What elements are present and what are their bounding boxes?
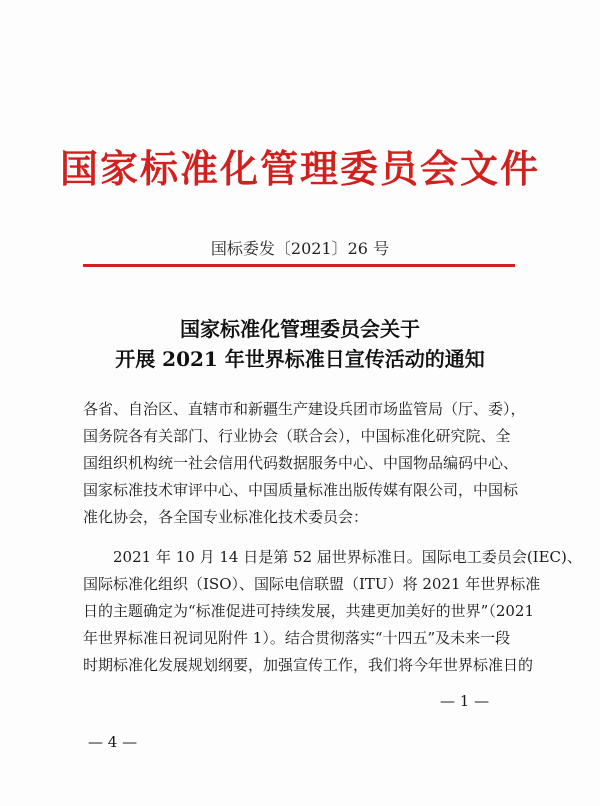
addressee-line: 各省、自治区、直辖市和新疆生产建设兵团市场监管局（厅、委）， bbox=[83, 400, 526, 418]
notice-title-line-1: 国家标准化管理委员会关于 bbox=[180, 317, 420, 341]
notice-title bbox=[0, 314, 600, 374]
document-header-title: 国家标准化管理委员会文件 bbox=[59, 146, 540, 191]
addressee-line: 国家标准技术审评中心、中国质量标准出版传媒有限公司，中国标 bbox=[83, 481, 519, 499]
notice-title-line-2: 开展 2021 年世界标准日宣传活动的通知 bbox=[115, 347, 485, 371]
paragraph-1 bbox=[83, 544, 582, 679]
paragraph-line: 时期标准化发展规划纲要，加强宣传工作，我们将今年世界标准日的 bbox=[83, 656, 534, 674]
inner-page-number: — 1 — bbox=[440, 692, 490, 710]
header-red-rule bbox=[83, 264, 515, 267]
addressee-line: 国组织机构统一社会信用代码数据服务中心、中国物品编码中心、 bbox=[83, 454, 519, 472]
paragraph-line: 国际标准化组织（ISO）、国际电信联盟（ITU）将 2021 年世界标准 bbox=[83, 575, 541, 593]
paragraph-line: 年世界标准日祝词见附件 1）。结合贯彻落实“十四五”及未来一段 bbox=[83, 629, 511, 647]
document-number: 国标委发〔2021〕26 号 bbox=[210, 239, 390, 258]
paragraph-line: 日的主题确定为“标准促进可持续发展，共建更加美好的世界”（2021 bbox=[83, 602, 535, 620]
outer-page-number: — 4 — bbox=[88, 733, 138, 751]
addressee-line: 国务院各有关部门、行业协会（联合会），中国标准化研究院、全 bbox=[83, 427, 511, 445]
addressees-block bbox=[83, 396, 526, 531]
addressee-line: 准化协会，各全国专业标准化技术委员会： bbox=[83, 508, 369, 526]
paragraph-line: 2021 年 10 月 14 日是第 52 届世界标准日。国际电工委员会(IEC)、 bbox=[113, 548, 582, 566]
